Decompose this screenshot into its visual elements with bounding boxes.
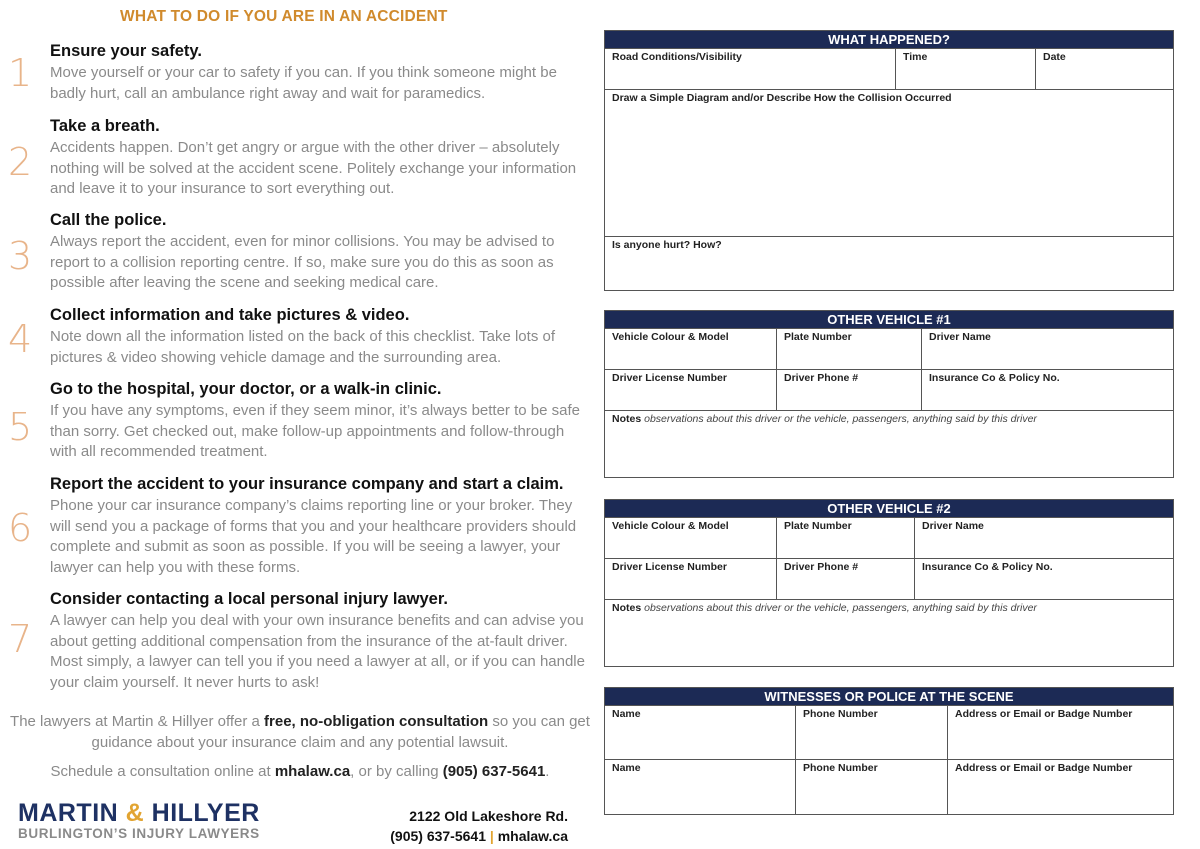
cta-highlight: free, no-obligation consultation [264, 713, 489, 730]
address-website[interactable]: mhalaw.ca [497, 828, 568, 844]
driver-name-field[interactable]: Driver Name [921, 329, 1173, 369]
step-number: 5 [8, 405, 33, 449]
insurance-policy-field[interactable]: Insurance Co & Policy No. [914, 559, 1173, 599]
step-heading: Call the police. [50, 211, 167, 229]
step-heading: Collect information and take pictures & video. [50, 306, 410, 324]
step-heading: Go to the hospital, your doctor, or a walk-in clinic. [50, 380, 442, 398]
form-row [605, 89, 1173, 236]
form-row [605, 759, 1173, 814]
cta-text: so you can get guidance about your insurance claim and any potential lawsuit. [91, 713, 590, 751]
step-heading: Take a breath. [50, 117, 160, 135]
schedule-line [0, 761, 600, 782]
step-number: 2 [8, 140, 33, 184]
driver-phone-field[interactable]: Driver Phone # [776, 559, 914, 599]
witness-name-field[interactable]: Name [612, 762, 641, 774]
step-body: Always report the accident, even for minor collisions. You may be advised to report to a collision reporting centre. If so, make sure you do this as soon as possible after leaving the scene and seeking medical care. [50, 233, 555, 291]
form-row [605, 599, 1173, 666]
witness-phone-field[interactable]: Phone Number [795, 760, 947, 814]
vehicle-colour-model-field[interactable]: Vehicle Colour & Model [612, 520, 729, 532]
contact-line [390, 826, 568, 846]
logo-text: HILLYER [144, 799, 260, 827]
form-header: OTHER VEHICLE #1 [605, 311, 1173, 328]
firm-address [390, 806, 568, 846]
time-field[interactable]: Time [895, 49, 1035, 89]
driver-name-field[interactable]: Driver Name [914, 518, 1173, 558]
insurance-policy-field[interactable]: Insurance Co & Policy No. [921, 370, 1173, 410]
witness-name-field[interactable]: Name [612, 708, 641, 720]
notes-label: Notes [612, 602, 642, 614]
injury-field[interactable]: Is anyone hurt? How? [612, 239, 722, 251]
form-row [605, 517, 1173, 558]
schedule-text: Schedule a consultation online at [50, 763, 275, 780]
witness-address-field[interactable]: Address or Email or Badge Number [947, 760, 1173, 814]
step-body: If you have any symptoms, even if they seem minor, it’s always better to be safe than sorry. Get checked out, make follow-up appointments and follow-through with all recommended treatment. [50, 402, 580, 460]
witness-address-field[interactable]: Address or Email or Badge Number [947, 706, 1173, 759]
notes-label: Notes [612, 413, 642, 425]
form-row [605, 236, 1173, 290]
step-body: Accidents happen. Don’t get angry or argue with the other driver – absolutely nothing will be solved at the accident scene. Politely exchange your information and leave it to your insurance to sort everything out. [50, 139, 577, 197]
page-title: WHAT TO DO IF YOU ARE IN AN ACCIDENT [120, 8, 448, 25]
form-row [605, 328, 1173, 369]
form-header: WITNESSES OR POLICE AT THE SCENE [605, 688, 1173, 705]
notes-hint: observations about this driver or the vehicle, passengers, anything said by this driver [644, 413, 1037, 425]
consultation-offer [0, 711, 600, 753]
step-body: Note down all the information listed on the back of this checklist. Take lots of pictures & video showing vehicle damage and the surrounding area. [50, 328, 555, 366]
step-number: 7 [8, 617, 33, 661]
logo-text: MARTIN [18, 799, 126, 827]
vehicle-colour-model-field[interactable]: Vehicle Colour & Model [612, 331, 729, 343]
date-field[interactable]: Date [1035, 49, 1173, 89]
notes-hint: observations about this driver or the vehicle, passengers, anything said by this driver [644, 602, 1037, 614]
logo-ampersand: & [125, 799, 145, 827]
step-number: 1 [8, 51, 33, 95]
other-vehicle-2-form [604, 499, 1174, 667]
address-phone[interactable]: (905) 637-5641 [390, 828, 486, 844]
firm-logo [18, 799, 260, 828]
step-heading: Consider contacting a local personal injury lawyer. [50, 590, 448, 608]
what-happened-form [604, 30, 1174, 291]
form-row [605, 410, 1173, 477]
collision-diagram-field[interactable]: Draw a Simple Diagram and/or Describe How the Collision Occurred [612, 92, 952, 104]
plate-number-field[interactable]: Plate Number [776, 329, 921, 369]
form-row [605, 705, 1173, 759]
driver-phone-field[interactable]: Driver Phone # [776, 370, 921, 410]
step-heading: Ensure your safety. [50, 42, 202, 60]
separator: | [489, 828, 494, 844]
step-number: 4 [8, 317, 33, 361]
step-body: Move yourself or your car to safety if you can. If you think someone might be badly hurt, call an ambulance right away and wait for paramedics. [50, 64, 557, 102]
cta-text: The lawyers at Martin & Hillyer offer a [10, 713, 265, 730]
step-heading: Report the accident to your insurance company and start a claim. [50, 475, 564, 493]
other-vehicle-1-form [604, 310, 1174, 478]
form-row [605, 369, 1173, 410]
step-number: 3 [8, 234, 33, 278]
step-body: Phone your car insurance company’s claims reporting line or your broker. They will send you a package of forms that you and your healthcare providers should complete and submit as soon as possible. If you will be seeing a lawyer, your lawyer can help you with these forms. [50, 497, 577, 576]
driver-license-field[interactable]: Driver License Number [612, 372, 727, 384]
plate-number-field[interactable]: Plate Number [776, 518, 914, 558]
form-row [605, 48, 1173, 89]
form-header: WHAT HAPPENED? [605, 31, 1173, 48]
step-body: A lawyer can help you deal with your own insurance benefits and can advise you about getting additional compensation from the insurance of the at-fault driver. Most simply, a lawyer can tell you if you need a lawyer at all, or if you can handle your claim yourself. It never hurts to ask! [50, 612, 585, 691]
form-header: OTHER VEHICLE #2 [605, 500, 1173, 517]
driver-notes-field[interactable] [605, 600, 1173, 666]
step-number: 6 [8, 506, 33, 550]
witness-phone-field[interactable]: Phone Number [795, 706, 947, 759]
phone-link[interactable]: (905) 637-5641 [442, 763, 546, 780]
form-row [605, 558, 1173, 599]
firm-tagline: BURLINGTON’S INJURY LAWYERS [18, 826, 260, 841]
driver-license-field[interactable]: Driver License Number [612, 561, 727, 573]
website-link[interactable]: mhalaw.ca [274, 763, 351, 780]
schedule-text: . [545, 763, 550, 780]
driver-notes-field[interactable] [605, 411, 1173, 477]
road-conditions-field[interactable]: Road Conditions/Visibility [612, 51, 742, 63]
witnesses-form [604, 687, 1174, 815]
schedule-text: , or by calling [350, 763, 443, 780]
street-address: 2122 Old Lakeshore Rd. [409, 808, 568, 824]
